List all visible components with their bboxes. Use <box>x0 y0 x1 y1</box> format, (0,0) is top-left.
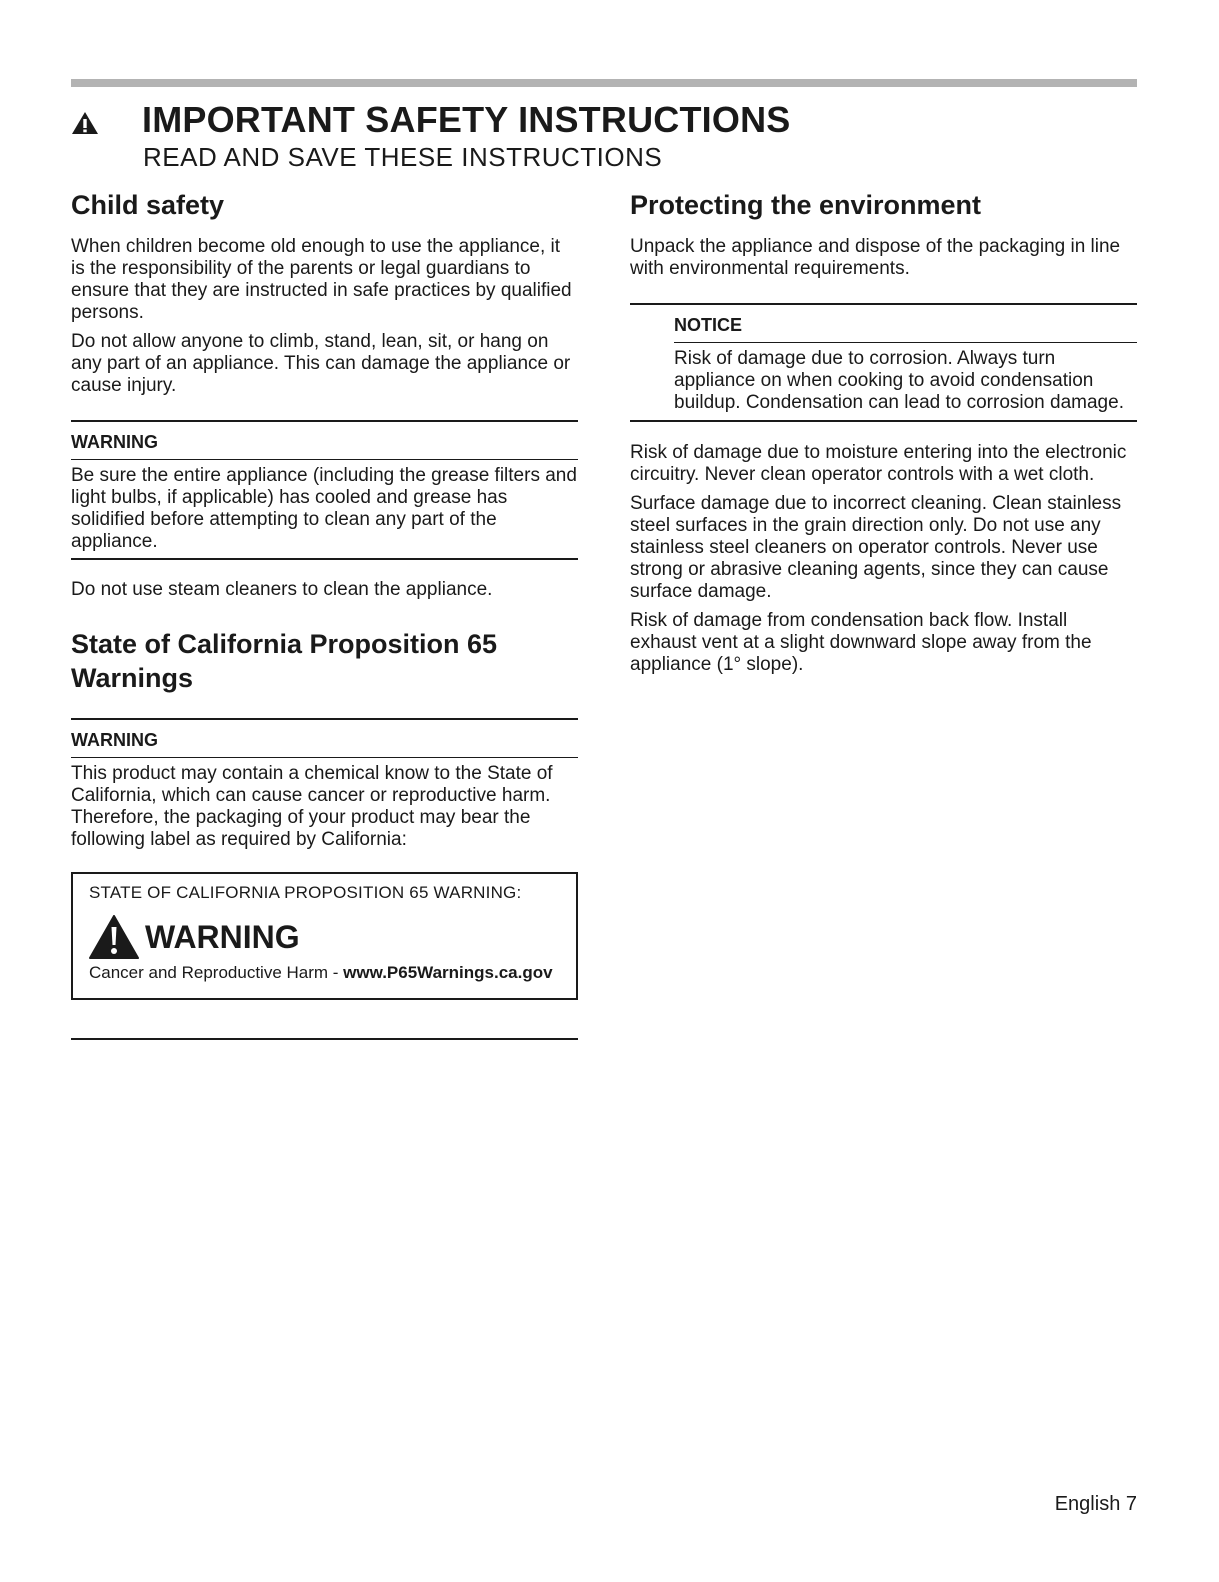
warning-callout-prop65 <box>71 718 578 856</box>
warning-label: WARNING <box>71 422 578 460</box>
page-subtitle: READ AND SAVE THESE INSTRUCTIONS <box>143 142 663 172</box>
prop65-website-link[interactable]: www.P65Warnings.ca.gov <box>343 963 553 982</box>
page-number: English 7 <box>1054 1493 1137 1515</box>
prop65-harm-line <box>89 962 562 984</box>
prop65-box-title: STATE OF CALIFORNIA PROPOSITION 65 WARNING: <box>89 883 522 902</box>
child-safety-heading: Child safety <box>71 190 225 220</box>
environment-heading: Protecting the environment <box>630 190 982 220</box>
warning-callout-cleaning <box>71 420 578 560</box>
warning-triangle-icon <box>71 111 99 135</box>
section-end-rule <box>71 1038 578 1040</box>
notice-label: NOTICE <box>674 305 1137 343</box>
moisture-paragraph: Risk of damage due to moisture entering into the electronic circuitry. Never clean operator controls with a wet cloth. <box>630 442 1127 485</box>
surface-damage-paragraph: Surface damage due to incorrect cleaning. Clean stainless steel surfaces in the grain direction only. Do not use any stainless steel cleaners on operator controls. Never use strong or abrasive cleaning agents, since they can cause surface damage. <box>630 493 1122 602</box>
notice-text: Risk of damage due to corrosion. Always turn appliance on when cooking to avoid condensation buildup. Condensation can lead to corrosion damage. <box>674 348 1124 413</box>
child-safety-paragraph-2: Do not allow anyone to climb, stand, lean, sit, or hang on any part of an appliance. This can damage the appliance or cause injury. <box>71 331 571 396</box>
prop65-harm-text: Cancer and Reproductive Harm - <box>89 963 344 982</box>
warning-triangle-icon <box>89 915 139 959</box>
warning-label: WARNING <box>71 720 578 758</box>
child-safety-paragraph-1: When children become old enough to use the appliance, it is the responsibility of the parents or legal guardians to ensure that they are instructed in safe practices by qualified persons. <box>71 236 572 323</box>
prop65-warning-text: This product may contain a chemical know to the State of California, which can cause cancer or reproductive harm. Therefore, the packaging of your product may bear the following label as required by California: <box>71 763 553 850</box>
condensation-paragraph: Risk of damage from condensation back flow. Install exhaust vent at a slight downward slope away from the appliance (1° slope). <box>630 610 1092 675</box>
left-column <box>71 188 578 1040</box>
right-column <box>630 188 1137 683</box>
prop65-warning-row <box>89 914 562 960</box>
prop65-warning-word: WARNING <box>145 919 300 955</box>
notice-callout <box>630 303 1137 422</box>
prop65-heading: State of California Proposition 65 Warnings <box>71 629 498 693</box>
top-rule <box>71 79 1137 87</box>
steam-cleaner-text: Do not use steam cleaners to clean the appliance. <box>71 579 493 600</box>
page-title: IMPORTANT SAFETY INSTRUCTIONS <box>142 99 791 140</box>
warning-text: Be sure the entire appliance (including the grease filters and light bulbs, if applicable) has cooled and grease has solidified before attempting to clean any part of the appliance. <box>71 465 577 552</box>
environment-paragraph: Unpack the appliance and dispose of the packaging in line with environmental requirements. <box>630 236 1121 279</box>
prop65-label-box <box>71 872 578 1000</box>
